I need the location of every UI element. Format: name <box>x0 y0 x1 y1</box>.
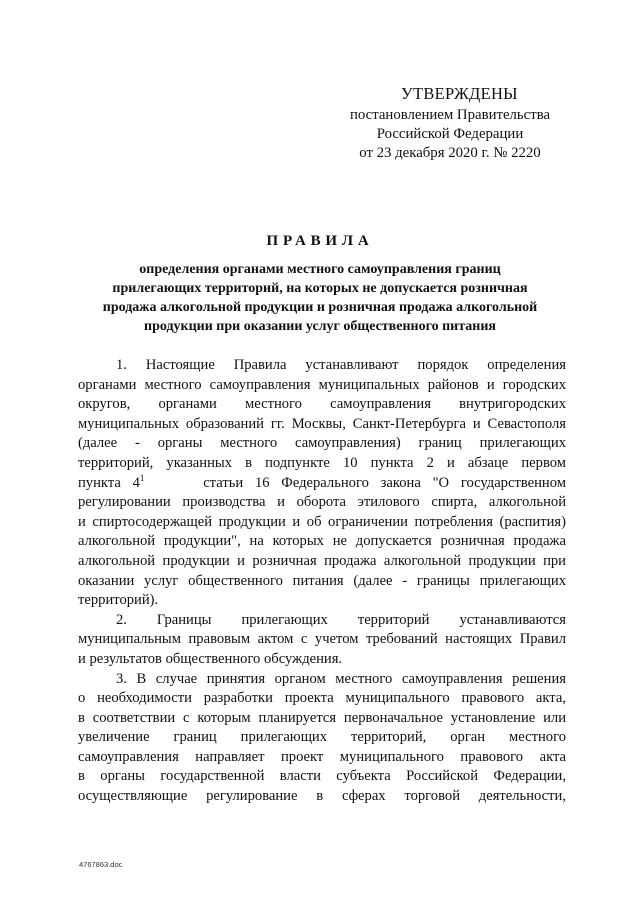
paragraph-3-line: самоуправления направляет проект муниципального правового акта <box>78 748 566 765</box>
subtitle-line: продажа алкогольной продукции и розничная продажа алкогольной <box>102 300 538 315</box>
paragraph-1-line: (далее - органы местного самоуправления) границ прилегающих <box>78 435 566 452</box>
footer-file-name: 4767863.doc <box>79 860 123 869</box>
paragraph-3-line: в органы государственной власти субъекта Российской Федерации, <box>78 768 566 785</box>
paragraph-3-line: осуществляющие регулирование в сферах торговой деятельности, <box>78 788 566 805</box>
point-reference: пункта 4 <box>78 474 140 491</box>
paragraph-1-line: оказании услуг общественного питания (далее - границы прилегающих <box>78 572 566 589</box>
paragraph-1-line: территорий). <box>78 592 159 609</box>
approval-line-decree: постановлением Правительства <box>349 107 551 123</box>
paragraph-1-line: округов, органами местного самоуправления внутригородских <box>78 396 566 413</box>
paragraph-1-line-with-footnote <box>78 474 566 494</box>
paragraph-1-line: алкогольной продукции", на которых не допускается розничная продажа <box>78 533 566 550</box>
paragraph-1-line: алкогольной продукции и розничная продажа алкогольной продукции при <box>78 552 566 569</box>
subtitle-line: определения органами местного самоуправления границ <box>139 262 501 277</box>
paragraph-2-line: муниципальным правовым актом с учетом требований настоящих Правил <box>78 631 566 648</box>
approval-stamp-block <box>330 84 570 163</box>
paragraph-1-line: органами местного самоуправления муниципальных районов и городских <box>78 376 566 393</box>
paragraph-1-line: территорий, указанных в подпункте 10 пункта 2 и абзаце первом <box>78 454 566 471</box>
document-title: ПРАВИЛА <box>266 233 374 249</box>
approval-line-date-number: от 23 декабря 2020 г. № 2220 <box>359 145 541 161</box>
document-subtitle <box>84 260 556 336</box>
approval-line-government: Российской Федерации <box>376 126 524 142</box>
subtitle-line: прилегающих территорий, на которых не допускается розничная <box>112 281 528 296</box>
paragraph-3-line: увеличение границ прилегающих территорий, орган местного <box>78 729 566 746</box>
approval-title: УТВЕРЖДЕНЫ <box>401 84 518 103</box>
paragraph-3-line: в соответствии с которым планируется первоначальное установление или <box>78 709 566 726</box>
paragraph-3-line: 3. В случае принятия органом местного самоуправления решения <box>116 670 566 687</box>
paragraph-1-line: регулировании производства и оборота этилового спирта, алкогольной <box>78 494 566 511</box>
paragraph-3-line: о необходимости разработки проекта муниципального правового акта, <box>78 690 566 707</box>
paragraph-1-line: и спиртосодержащей продукции и об ограничении потребления (распития) <box>78 513 566 530</box>
footnote-superscript: 1 <box>139 472 145 483</box>
document-body <box>78 356 566 807</box>
paragraph-2-line: и результатов общественного обсуждения. <box>78 650 343 667</box>
paragraph-1-line: муниципальных образований гг. Москвы, Санкт-Петербурга и Севастополя <box>78 415 566 432</box>
paragraph-2-line: 2. Границы прилегающих территорий устанавливаются <box>116 611 566 628</box>
subtitle-line: продукции при оказании услуг общественного питания <box>144 319 496 334</box>
paragraph-1-line: 1. Настоящие Правила устанавливают порядок определения <box>116 357 566 373</box>
paragraph-1-line-rest: статьи 16 Федерального закона "О государственном <box>203 474 566 491</box>
